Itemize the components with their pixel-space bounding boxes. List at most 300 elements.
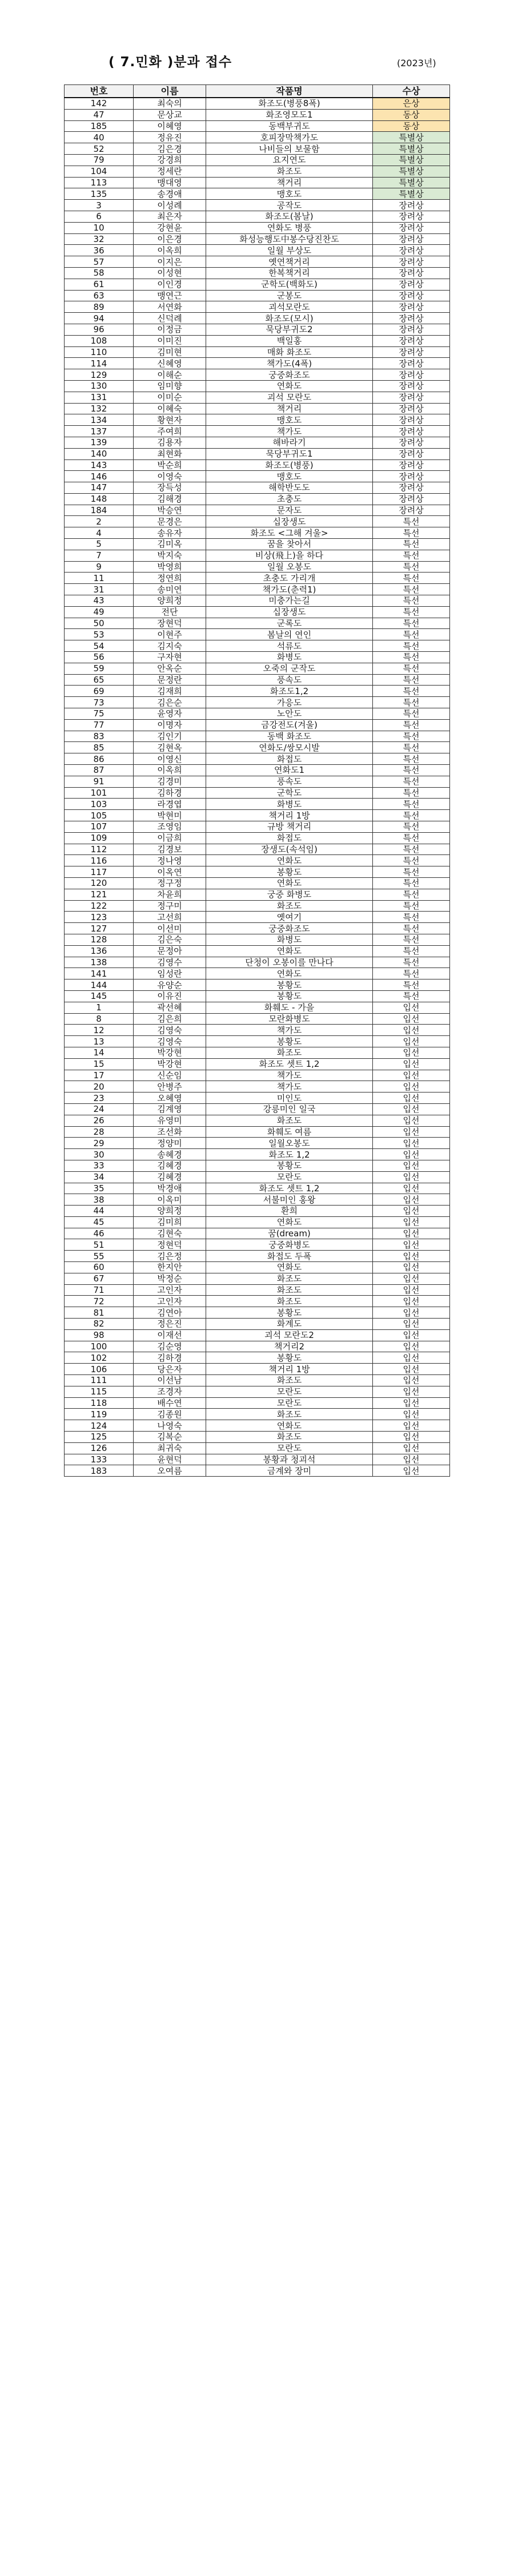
artwork-title: 모란화병도 <box>206 1013 373 1025</box>
artist-name: 임미향 <box>134 380 206 392</box>
artist-name: 김종원 <box>134 1409 206 1420</box>
artist-name: 강현윤 <box>134 222 206 233</box>
table-row <box>65 584 450 595</box>
artwork-title: 일월오봉도 <box>206 1138 373 1149</box>
artwork-title: 강릉미인 일국 <box>206 1103 373 1115</box>
artwork-title: 화조도(병풍8폭) <box>206 98 373 109</box>
artist-name: 박정순 <box>134 1273 206 1284</box>
table-row <box>65 1409 450 1420</box>
entry-number: 43 <box>65 595 134 607</box>
artwork-title: 연화도 <box>206 1262 373 1273</box>
table-row <box>65 527 450 539</box>
table-row <box>65 606 450 618</box>
artist-name: 이성현 <box>134 267 206 279</box>
artwork-title: 군록도 <box>206 618 373 629</box>
entry-number: 144 <box>65 979 134 991</box>
artist-name: 오여름 <box>134 1465 206 1477</box>
artist-name: 이유진 <box>134 990 206 1002</box>
artwork-title: 화조도(모시) <box>206 313 373 324</box>
artist-name: 곽선혜 <box>134 1002 206 1013</box>
award: 특별상 <box>373 143 450 155</box>
award: 은상 <box>373 98 450 109</box>
award: 장려상 <box>373 256 450 268</box>
table-row <box>65 1126 450 1138</box>
entry-number: 56 <box>65 652 134 663</box>
artwork-title: 연화도 <box>206 1420 373 1432</box>
table-row <box>65 245 450 256</box>
title-row <box>0 41 514 75</box>
award: 장려상 <box>373 245 450 256</box>
table-row <box>65 1420 450 1432</box>
artwork-title: 화조도 <box>206 1409 373 1420</box>
award: 장려상 <box>373 426 450 437</box>
award: 특선 <box>373 618 450 629</box>
award: 특선 <box>373 516 450 527</box>
award: 장려상 <box>373 358 450 369</box>
entry-number: 49 <box>65 606 134 618</box>
table-row <box>65 844 450 855</box>
entry-number: 52 <box>65 143 134 155</box>
table-row <box>65 719 450 731</box>
entry-number: 29 <box>65 1138 134 1149</box>
table-row <box>65 1239 450 1251</box>
artwork-title: 괴석 모란도2 <box>206 1329 373 1341</box>
award: 동상 <box>373 109 450 120</box>
table-row <box>65 143 450 155</box>
col-header-award: 수상 <box>373 85 450 98</box>
artwork-title: 모란도 <box>206 1171 373 1183</box>
artwork-title: 책가도(4폭) <box>206 358 373 369</box>
award: 특선 <box>373 686 450 697</box>
artist-name: 정현덕 <box>134 1239 206 1251</box>
award: 특선 <box>373 979 450 991</box>
entry-number: 100 <box>65 1341 134 1352</box>
artist-name: 한지안 <box>134 1262 206 1273</box>
award: 입선 <box>373 1307 450 1319</box>
entry-number: 4 <box>65 527 134 539</box>
artist-name: 이옥희 <box>134 245 206 256</box>
entry-number: 183 <box>65 1465 134 1477</box>
entry-number: 133 <box>65 1454 134 1465</box>
entry-number: 120 <box>65 877 134 889</box>
artwork-title: 화조도 <그해 겨울> <box>206 527 373 539</box>
artist-name: 조영임 <box>134 821 206 833</box>
entry-number: 146 <box>65 471 134 482</box>
artwork-title: 화병도 <box>206 652 373 663</box>
award: 장려상 <box>373 482 450 494</box>
table-row <box>65 968 450 979</box>
award: 특별상 <box>373 177 450 188</box>
artwork-title: 꿈을 찾아서 <box>206 539 373 550</box>
award: 특선 <box>373 968 450 979</box>
table-row <box>65 799 450 810</box>
entry-number: 96 <box>65 324 134 335</box>
col-header-name: 이름 <box>134 85 206 98</box>
artwork-title: 맹호도 <box>206 414 373 426</box>
artwork-title: 서불미인 홍왕 <box>206 1194 373 1206</box>
table-row <box>65 742 450 753</box>
award: 장려상 <box>373 392 450 403</box>
award: 특선 <box>373 889 450 900</box>
table-row <box>65 1284 450 1296</box>
artwork-title: 동백부귀도 <box>206 120 373 132</box>
award: 입선 <box>373 1036 450 1047</box>
entry-number: 55 <box>65 1251 134 1262</box>
award: 입선 <box>373 1093 450 1104</box>
entry-number: 53 <box>65 629 134 640</box>
artwork-title: 화조도(봄날) <box>206 211 373 222</box>
award: 장려상 <box>373 290 450 301</box>
entry-number: 94 <box>65 313 134 324</box>
entry-number: 101 <box>65 787 134 799</box>
artist-name: 맹연근 <box>134 290 206 301</box>
award: 특선 <box>373 787 450 799</box>
table-row <box>65 459 450 471</box>
artwork-title: 금계와 장미 <box>206 1465 373 1477</box>
table-row <box>65 437 450 448</box>
artwork-title: 규방 책거리 <box>206 821 373 833</box>
artist-name: 고선희 <box>134 912 206 923</box>
artist-name: 박순희 <box>134 459 206 471</box>
entry-number: 34 <box>65 1171 134 1183</box>
entry-number: 63 <box>65 290 134 301</box>
page-title: ( 7.민화 )분과 접수 <box>109 55 232 70</box>
artist-name: 김현옥 <box>134 742 206 753</box>
award: 입선 <box>373 1454 450 1465</box>
artist-name: 오혜영 <box>134 1093 206 1104</box>
award: 입선 <box>373 1058 450 1070</box>
entry-number: 89 <box>65 301 134 313</box>
entry-number: 143 <box>65 459 134 471</box>
artist-name: 주여희 <box>134 426 206 437</box>
artwork-title: 옛여기 <box>206 912 373 923</box>
award: 입선 <box>373 1442 450 1454</box>
award: 특선 <box>373 912 450 923</box>
award: 특선 <box>373 855 450 866</box>
entry-number: 65 <box>65 674 134 686</box>
entry-number: 135 <box>65 188 134 200</box>
artwork-title: 모란도 <box>206 1442 373 1454</box>
artist-name: 최귀숙 <box>134 1442 206 1454</box>
artist-name: 김연아 <box>134 1307 206 1319</box>
entry-number: 12 <box>65 1025 134 1036</box>
entry-number: 17 <box>65 1070 134 1081</box>
artist-name: 안옥순 <box>134 663 206 674</box>
award: 특선 <box>373 663 450 674</box>
artwork-title: 화조도 <box>206 1047 373 1058</box>
table-row <box>65 1432 450 1443</box>
artist-name: 이명자 <box>134 719 206 731</box>
table-row <box>65 1442 450 1454</box>
entry-number: 1 <box>65 1002 134 1013</box>
award: 장려상 <box>373 324 450 335</box>
artist-name: 문정란 <box>134 674 206 686</box>
table-row <box>65 380 450 392</box>
table-row <box>65 1329 450 1341</box>
artist-name: 임성란 <box>134 968 206 979</box>
artist-name: 정세란 <box>134 166 206 177</box>
entry-number: 126 <box>65 1442 134 1454</box>
artwork-title: 연화도 <box>206 855 373 866</box>
award: 특선 <box>373 753 450 765</box>
artist-name: 강경희 <box>134 154 206 166</box>
artwork-title: 맹호도 <box>206 188 373 200</box>
award: 입선 <box>373 1296 450 1307</box>
artwork-title: 맹호도 <box>206 471 373 482</box>
artist-name: 이혜숙 <box>134 403 206 414</box>
artist-name: 정양미 <box>134 1138 206 1149</box>
artist-name: 김하경 <box>134 1352 206 1364</box>
award: 특선 <box>373 900 450 912</box>
entry-number: 23 <box>65 1093 134 1104</box>
artist-name: 이성례 <box>134 200 206 211</box>
table-row <box>65 573 450 584</box>
entry-number: 138 <box>65 957 134 968</box>
entry-number: 57 <box>65 256 134 268</box>
award: 특별상 <box>373 154 450 166</box>
artist-name: 정연희 <box>134 573 206 584</box>
award: 입선 <box>373 1364 450 1375</box>
table-row <box>65 979 450 991</box>
table-row <box>65 1002 450 1013</box>
table-row <box>65 866 450 878</box>
artist-name: 조선화 <box>134 1126 206 1138</box>
artwork-title: 화접도 <box>206 753 373 765</box>
award: 입선 <box>373 1375 450 1386</box>
award: 특선 <box>373 527 450 539</box>
artist-name: 양희정 <box>134 595 206 607</box>
table-row <box>65 1047 450 1058</box>
entry-number: 104 <box>65 166 134 177</box>
table-row <box>65 821 450 833</box>
award: 장려상 <box>373 301 450 313</box>
artist-name: 고인자 <box>134 1284 206 1296</box>
artwork-title: 해바라기 <box>206 437 373 448</box>
artwork-title: 화조도 <box>206 1284 373 1296</box>
artwork-title: 책거리 <box>206 403 373 414</box>
artwork-title: 석류도 <box>206 640 373 652</box>
award: 입선 <box>373 1465 450 1477</box>
award: 입선 <box>373 1149 450 1160</box>
entry-number: 79 <box>65 154 134 166</box>
entry-number: 72 <box>65 1296 134 1307</box>
table-row <box>65 1070 450 1081</box>
award: 입선 <box>373 1397 450 1409</box>
artist-name: 이해순 <box>134 369 206 381</box>
table-row <box>65 290 450 301</box>
artist-name: 박강현 <box>134 1058 206 1070</box>
entry-number: 102 <box>65 1352 134 1364</box>
table-row <box>65 392 450 403</box>
artist-name: 이인경 <box>134 279 206 290</box>
table-row <box>65 448 450 459</box>
artwork-title: 나비들의 보물함 <box>206 143 373 155</box>
table-row <box>65 471 450 482</box>
artist-name: 김경보 <box>134 844 206 855</box>
table-row <box>65 482 450 494</box>
entry-number: 125 <box>65 1432 134 1443</box>
artist-name: 김미옥 <box>134 539 206 550</box>
entry-number: 129 <box>65 369 134 381</box>
award: 특선 <box>373 799 450 810</box>
award: 특선 <box>373 934 450 945</box>
entry-number: 98 <box>65 1329 134 1341</box>
award: 입선 <box>373 1284 450 1296</box>
artwork-title: 화병도 <box>206 799 373 810</box>
entry-number: 128 <box>65 934 134 945</box>
artwork-title: 연화도 <box>206 380 373 392</box>
award: 장려상 <box>373 346 450 358</box>
entry-number: 139 <box>65 437 134 448</box>
entry-number: 6 <box>65 211 134 222</box>
artist-name: 송미연 <box>134 584 206 595</box>
award: 입선 <box>373 1239 450 1251</box>
table-row <box>65 1036 450 1047</box>
table-row <box>65 1013 450 1025</box>
table-row <box>65 776 450 787</box>
entry-number: 38 <box>65 1194 134 1206</box>
entry-number: 147 <box>65 482 134 494</box>
artwork-title: 단청이 오봉이를 만나다 <box>206 957 373 968</box>
award: 입선 <box>373 1352 450 1364</box>
award: 입선 <box>373 1081 450 1093</box>
artwork-title: 화조도 <box>206 1432 373 1443</box>
table-row <box>65 877 450 889</box>
table-row <box>65 1115 450 1126</box>
artist-name: 김현숙 <box>134 1228 206 1239</box>
table-row <box>65 358 450 369</box>
award: 특선 <box>373 765 450 776</box>
artist-name: 최숙의 <box>134 98 206 109</box>
table-row <box>65 1025 450 1036</box>
entry-number: 81 <box>65 1307 134 1319</box>
artist-name: 김미희 <box>134 1216 206 1228</box>
award: 입선 <box>373 1432 450 1443</box>
artist-name: 김미현 <box>134 346 206 358</box>
table-row <box>65 301 450 313</box>
award: 입선 <box>373 1409 450 1420</box>
table-row <box>65 923 450 934</box>
artist-name: 김순영 <box>134 1341 206 1352</box>
artist-name: 정나영 <box>134 855 206 866</box>
table-row <box>65 505 450 516</box>
award: 특선 <box>373 990 450 1002</box>
entry-number: 5 <box>65 539 134 550</box>
award: 특선 <box>373 708 450 720</box>
artwork-title: 미충가는길 <box>206 595 373 607</box>
table-row <box>65 1183 450 1194</box>
table-row <box>65 426 450 437</box>
artwork-title: 책거리 1방 <box>206 1364 373 1375</box>
entry-number: 58 <box>65 267 134 279</box>
entry-number: 26 <box>65 1115 134 1126</box>
artwork-title: 군학도(백화도) <box>206 279 373 290</box>
award: 입선 <box>373 1138 450 1149</box>
award: 입선 <box>373 1103 450 1115</box>
award: 장려상 <box>373 414 450 426</box>
entries-table <box>64 84 450 1477</box>
artwork-title: 봉황도 <box>206 990 373 1002</box>
award: 입선 <box>373 1341 450 1352</box>
table-row <box>65 855 450 866</box>
entry-number: 83 <box>65 731 134 742</box>
award: 특선 <box>373 832 450 844</box>
entry-number: 32 <box>65 233 134 245</box>
artist-name: 서연화 <box>134 301 206 313</box>
entry-number: 73 <box>65 697 134 708</box>
entry-number: 36 <box>65 245 134 256</box>
table-row <box>65 753 450 765</box>
entry-number: 28 <box>65 1126 134 1138</box>
table-row <box>65 629 450 640</box>
entry-number: 82 <box>65 1319 134 1330</box>
table-row <box>65 652 450 663</box>
artwork-title: 공작도 <box>206 200 373 211</box>
entry-number: 44 <box>65 1206 134 1217</box>
artist-name: 김용자 <box>134 437 206 448</box>
entry-number: 123 <box>65 912 134 923</box>
table-row <box>65 1171 450 1183</box>
artwork-title: 책가도 <box>206 426 373 437</box>
table-row <box>65 787 450 799</box>
header-row <box>65 85 450 98</box>
artist-name: 김하경 <box>134 787 206 799</box>
table-row <box>65 765 450 776</box>
entry-number: 105 <box>65 810 134 821</box>
artist-name: 김영숙 <box>134 1025 206 1036</box>
artwork-title: 화조도 <box>206 1115 373 1126</box>
artist-name: 윤현덕 <box>134 1454 206 1465</box>
artist-name: 송유자 <box>134 527 206 539</box>
table-row <box>65 640 450 652</box>
table-row <box>65 1273 450 1284</box>
artwork-title: 백일홍 <box>206 335 373 346</box>
artist-name: 이정금 <box>134 324 206 335</box>
entry-number: 45 <box>65 1216 134 1228</box>
award: 입선 <box>373 1273 450 1284</box>
table-row <box>65 912 450 923</box>
award: 특별상 <box>373 132 450 143</box>
table-row <box>65 414 450 426</box>
artist-name: 이지은 <box>134 256 206 268</box>
table-row <box>65 369 450 381</box>
award: 특선 <box>373 640 450 652</box>
table-row <box>65 188 450 200</box>
artist-name: 박경애 <box>134 1183 206 1194</box>
artist-name: 이혜영 <box>134 120 206 132</box>
artist-name: 김은정 <box>134 1251 206 1262</box>
award: 입선 <box>373 1025 450 1036</box>
artwork-title: 연화도/쌍모시발 <box>206 742 373 753</box>
award: 장려상 <box>373 369 450 381</box>
award: 입선 <box>373 1329 450 1341</box>
entry-number: 87 <box>65 765 134 776</box>
table-row <box>65 200 450 211</box>
artwork-title: 군학도 <box>206 787 373 799</box>
table-row <box>65 889 450 900</box>
award: 장려상 <box>373 222 450 233</box>
table-row <box>65 945 450 957</box>
table-row <box>65 211 450 222</box>
col-header-number: 번호 <box>65 85 134 98</box>
artwork-title: 연화도 <box>206 877 373 889</box>
artwork-title: 화훼도 - 가을 <box>206 1002 373 1013</box>
table-row <box>65 256 450 268</box>
award: 특선 <box>373 923 450 934</box>
artwork-title: 미인도 <box>206 1093 373 1104</box>
entry-number: 113 <box>65 177 134 188</box>
table-row <box>65 1160 450 1171</box>
